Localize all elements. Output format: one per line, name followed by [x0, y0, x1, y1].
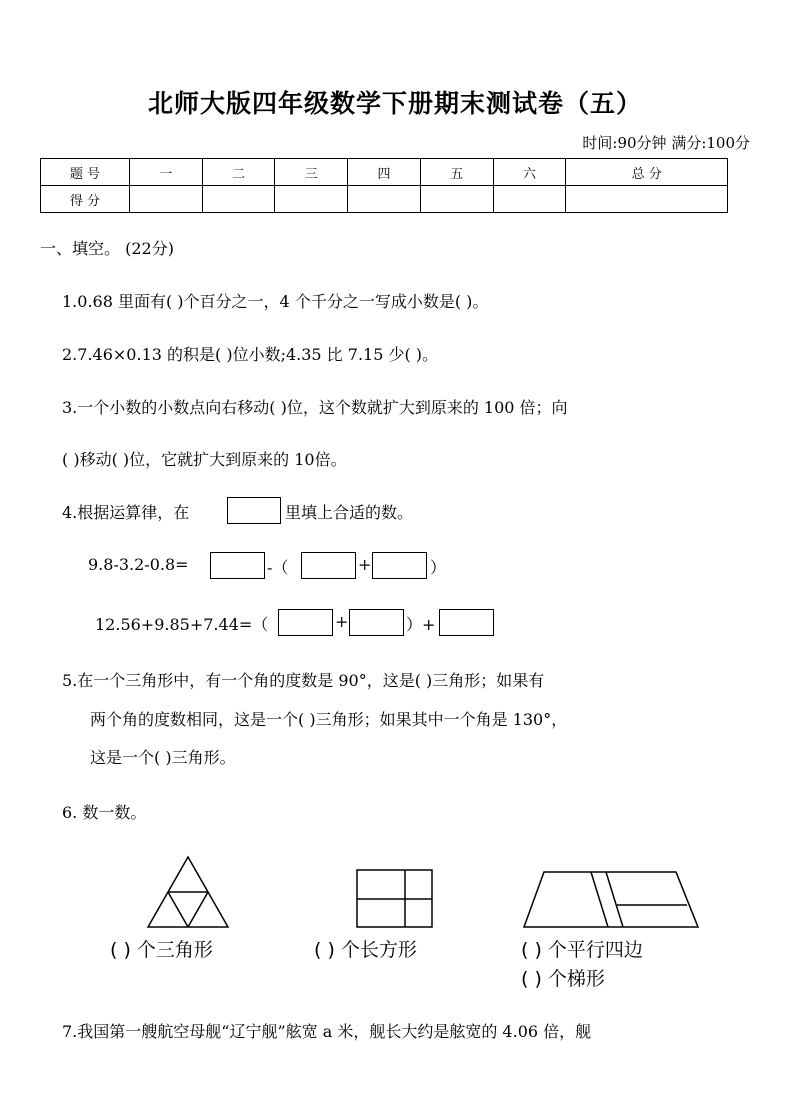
equation-1-close: ） — [430, 558, 447, 577]
table-header-cell: 总 分 — [566, 159, 728, 186]
score-cell[interactable] — [202, 186, 275, 213]
question-1: 1.0.68 里面有( )个百分之一，4 个千分之一写成小数是( )。 — [62, 292, 489, 311]
score-table-header-row — [41, 159, 728, 186]
answer-box[interactable] — [210, 552, 265, 579]
equation-2-plus: + — [335, 612, 349, 631]
score-table — [40, 158, 728, 213]
table-header-cell: 二 — [202, 159, 275, 186]
caption-trapezoids: ( ) 个梯形 — [521, 968, 605, 990]
equation-2-lhs: 12.56+9.85+7.44=（ — [95, 615, 269, 634]
score-table-score-row — [41, 186, 728, 213]
score-cell[interactable] — [493, 186, 566, 213]
page-title: 北师大版四年级数学下册期末测试卷（五） — [147, 89, 642, 118]
answer-box[interactable] — [372, 552, 427, 579]
answer-box[interactable] — [439, 609, 494, 636]
question-4-text-a: 4.根据运算律，在 — [62, 503, 190, 522]
caption-parallelograms: ( ) 个平行四边 — [521, 939, 643, 961]
triangle-figure — [148, 857, 228, 927]
question-3-line-1: 3.一个小数的小数点向右移动( )位，这个数就扩大到原来的 100 倍；向 — [62, 398, 568, 417]
score-cell[interactable] — [420, 186, 493, 213]
question-4-text-b: 里填上合适的数。 — [285, 503, 414, 522]
section-heading: 一、填空。 (22分) — [40, 239, 174, 258]
question-5-line-1: 5.在一个三角形中，有一个角的度数是 90°，这是( )三角形；如果有 — [62, 671, 545, 690]
answer-box[interactable] — [301, 552, 356, 579]
answer-box[interactable] — [349, 609, 404, 636]
caption-triangles: ( ) 个三角形 — [110, 939, 213, 961]
answer-box[interactable] — [278, 609, 333, 636]
table-header-cell: 四 — [348, 159, 421, 186]
table-header-cell: 题 号 — [41, 159, 130, 186]
answer-box-example — [227, 497, 281, 524]
table-header-cell: 三 — [275, 159, 348, 186]
table-header-cell: 一 — [130, 159, 203, 186]
counting-figures — [0, 845, 790, 935]
question-7: 7.我国第一艘航空母舰“辽宁舰”舷宽 a 米，舰长大约是舷宽的 4.06 倍，舰 — [62, 1022, 592, 1041]
score-cell[interactable] — [130, 186, 203, 213]
equation-1-minus: -（ — [267, 558, 289, 577]
table-row-label: 得 分 — [41, 186, 130, 213]
caption-rectangles: ( ) 个长方形 — [314, 939, 417, 961]
question-2: 2.7.46×0.13 的积是( )位小数;4.35 比 7.15 少( )。 — [62, 345, 439, 364]
score-cell[interactable] — [566, 186, 728, 213]
equation-1-plus: + — [358, 555, 372, 574]
equation-1-lhs: 9.8-3.2-0.8= — [88, 555, 189, 574]
question-3-line-2: ( )移动( )位，它就扩大到原来的 10倍。 — [62, 450, 347, 469]
exam-meta: 时间:90分钟 满分:100分 — [582, 134, 750, 152]
table-header-cell: 六 — [493, 159, 566, 186]
score-cell[interactable] — [348, 186, 421, 213]
table-header-cell: 五 — [420, 159, 493, 186]
parallelogram-figure — [524, 872, 698, 927]
question-5-line-3: 这是一个( )三角形。 — [90, 748, 236, 767]
question-5-line-2: 两个角的度数相同，这是一个( )三角形；如果其中一个角是 130°， — [90, 710, 568, 729]
equation-2-close: ）+ — [406, 615, 436, 634]
rectangle-figure — [357, 870, 432, 927]
score-cell[interactable] — [275, 186, 348, 213]
question-6: 6. 数一数。 — [62, 803, 147, 822]
